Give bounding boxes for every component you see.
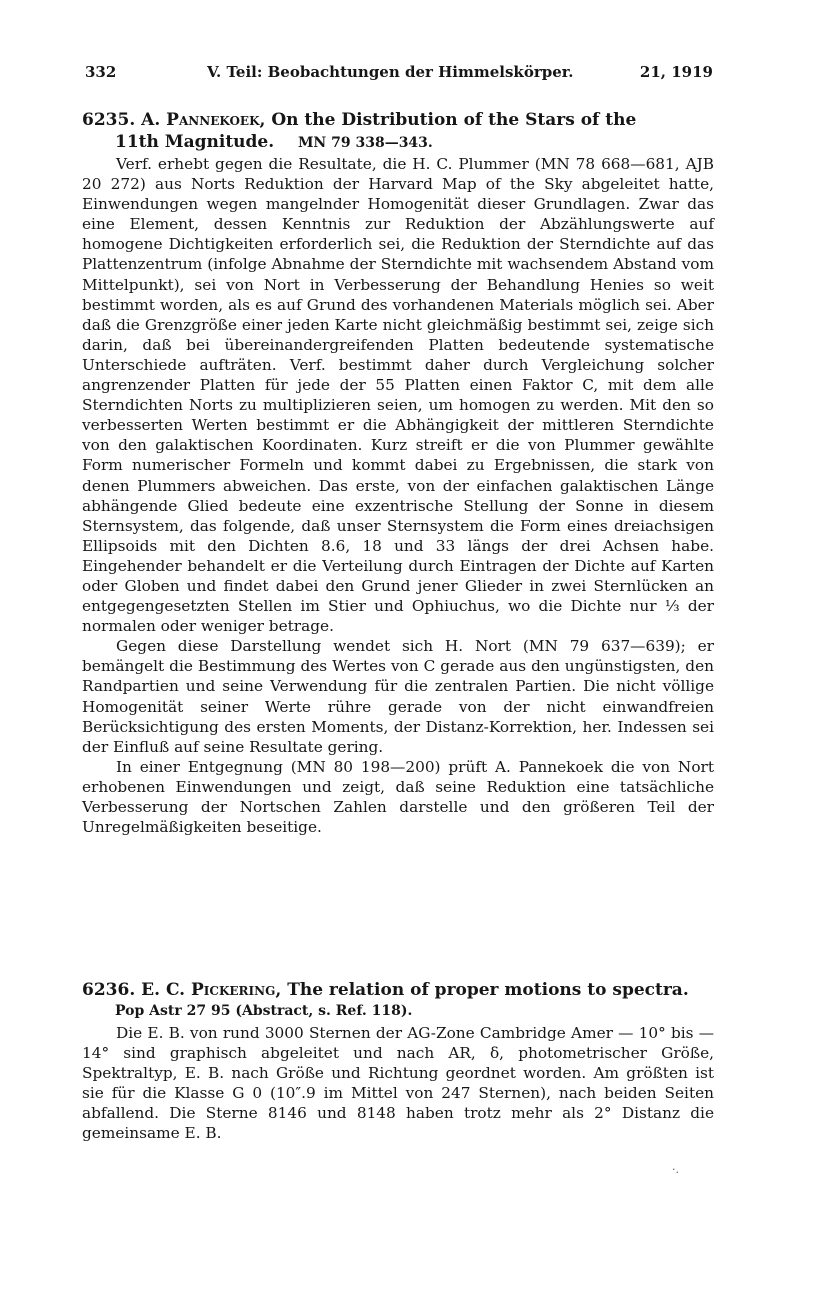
entry-number: 6236. bbox=[82, 980, 136, 1000]
paragraph: In einer Entgegnung (MN 80 198—200) prüft A. Pannekoek die von Nort erhobenen Einwendungen und zeigt, daß seine Reduktion eine tatsächliche Verbesserung der Nortschen Zahlen darstelle und den größeren Teil der Unregelmäßigkeiten beseitige. bbox=[82, 757, 714, 837]
paragraph: Die E. B. von rund 3000 Sternen der AG-Zone Cambridge Amer — 10° bis — 14° sind graphisch abgeleitet und nach AR, δ, photometrischer Größe, Spektraltyp, E. B. nach Größe und Richtung geordnet worden. Am größten ist sie für die Klasse G 0 (10″.9 im Mittel von 247 Sternen), nach beiden Seiten abfallend. Die Sterne 8146 und 8148 haben trotz mehr als 2° Distanz die gemeinsame E. B. bbox=[82, 1024, 714, 1143]
entry-reference bbox=[115, 1001, 714, 1021]
paragraph: Verf. erhebt gegen die Resultate, die H. C. Plummer (MN 78 668—681, AJB 20 272) aus Norts Reduktion der Harvard Map of the Sky abgeleitet hatte, Einwendungen wegen mangelnder Homogenität dieser Grundlagen. Zwar das eine Element, dessen Kenntnis zur Reduktion der Abzählungswerte auf homogene Dichtigkeiten erforderlich sei, die Reduktion der Sterndichte auf das Plattenzentrum (infolge Abnahme der Sterndichte mit wachsendem Abstand vom Mittelpunkt), sei von Nort in Verbesserung der Behandlung Henies so weit bestimmt worden, als es auf Grund des vorhandenen Materials möglich sei. Aber daß die Grenzgröße einer jeden Karte nicht gleichmäßig bestimmt sei, zeige sich darin, daß bei übereinandergreifenden Platten bedeutende systematische Unterschiede aufträten. Verf. bestimmt daher durch Vergleichung solcher angrenzender Platten für jede der 55 Platten einen Faktor C, mit dem alle Sterndichten Norts zu multiplizieren seien, um homogen zu werden. Mit den so verbesserten Werten bestimmt er die Abhängigkeit der mittleren Sterndichte von den galaktischen Koordinaten. Kurz streift er die von Plummer gewählte Form numerischer Formeln und kommt dabei zu Ergebnissen, die stark von denen Plummers abweichen. Das erste, von der einfachen galaktischen Länge abhängende Glied bedeute eine exzentrische Stellung der Sonne in diesem Sternsystem, das folgende, daß unser Sternsystem die Form eines dreiachsigen Ellipsoids mit den Dichten 8.6, 18 und 33 längs der drei Achsen habe. Eingehender behandelt er die Verteilung durch Eintragen der Dichte auf Karten oder Globen und findet dabei den Grund jener Glieder in zwei Sternlücken an entgegengesetzten Stellen im Stier und Ophiuchus, wo die Dichte nur ⅓ der normalen oder weniger betrage. bbox=[82, 155, 714, 636]
running-title: V. Teil: Beobachtungen der Himmelskörper. bbox=[207, 63, 574, 81]
ref-journal: MN bbox=[297, 135, 327, 151]
ref-pages: 95 (Abstract, s. Ref. 118). bbox=[210, 1003, 413, 1019]
year-volume: 21, 1919 bbox=[639, 63, 713, 81]
print-speck: ·. bbox=[672, 1163, 679, 1176]
entry-number: 6235. bbox=[82, 110, 136, 130]
page-number: 332 bbox=[85, 63, 117, 81]
entry-reference bbox=[298, 135, 433, 151]
entry-author: E. C. Pickering, bbox=[141, 980, 282, 1000]
paragraph: Gegen diese Darstellung wendet sich H. Nort (MN 79 637—639); er bemängelt die Bestimmung des Wertes von C gerade aus den ungünstigsten, den Randpartien und seine Verwendung für die zentralen Partien. Die nicht völlige Homogenität seiner Werte rühre gerade von der nicht einwandfreien Berücksichtigung des ersten Moments, der Distanz-Korrektion, her. Indessen sei der Einfluß auf seine Resultate gering. bbox=[82, 637, 714, 756]
ref-volume: 27 bbox=[186, 1003, 207, 1019]
entry-heading bbox=[82, 979, 714, 1001]
entry-body bbox=[82, 154, 714, 837]
entry-body bbox=[82, 1023, 714, 1144]
ref-journal: Pop Astr bbox=[115, 1003, 182, 1019]
entry-title-line2: 11th Magnitude. bbox=[115, 132, 275, 152]
entry-heading bbox=[82, 109, 714, 153]
entry-author: A. Pannekoek, bbox=[141, 110, 266, 130]
ref-volume: 79 bbox=[331, 135, 351, 151]
abstract-entry-6235 bbox=[82, 109, 714, 837]
entry-title-line1: The relation of proper motions to spectra. bbox=[287, 980, 689, 1000]
page-header bbox=[85, 61, 713, 87]
abstract-entry-6236 bbox=[82, 979, 714, 1144]
entry-title-line1: On the Distribution of the Stars of the bbox=[271, 110, 637, 130]
ref-pages: 338—343. bbox=[355, 135, 433, 151]
